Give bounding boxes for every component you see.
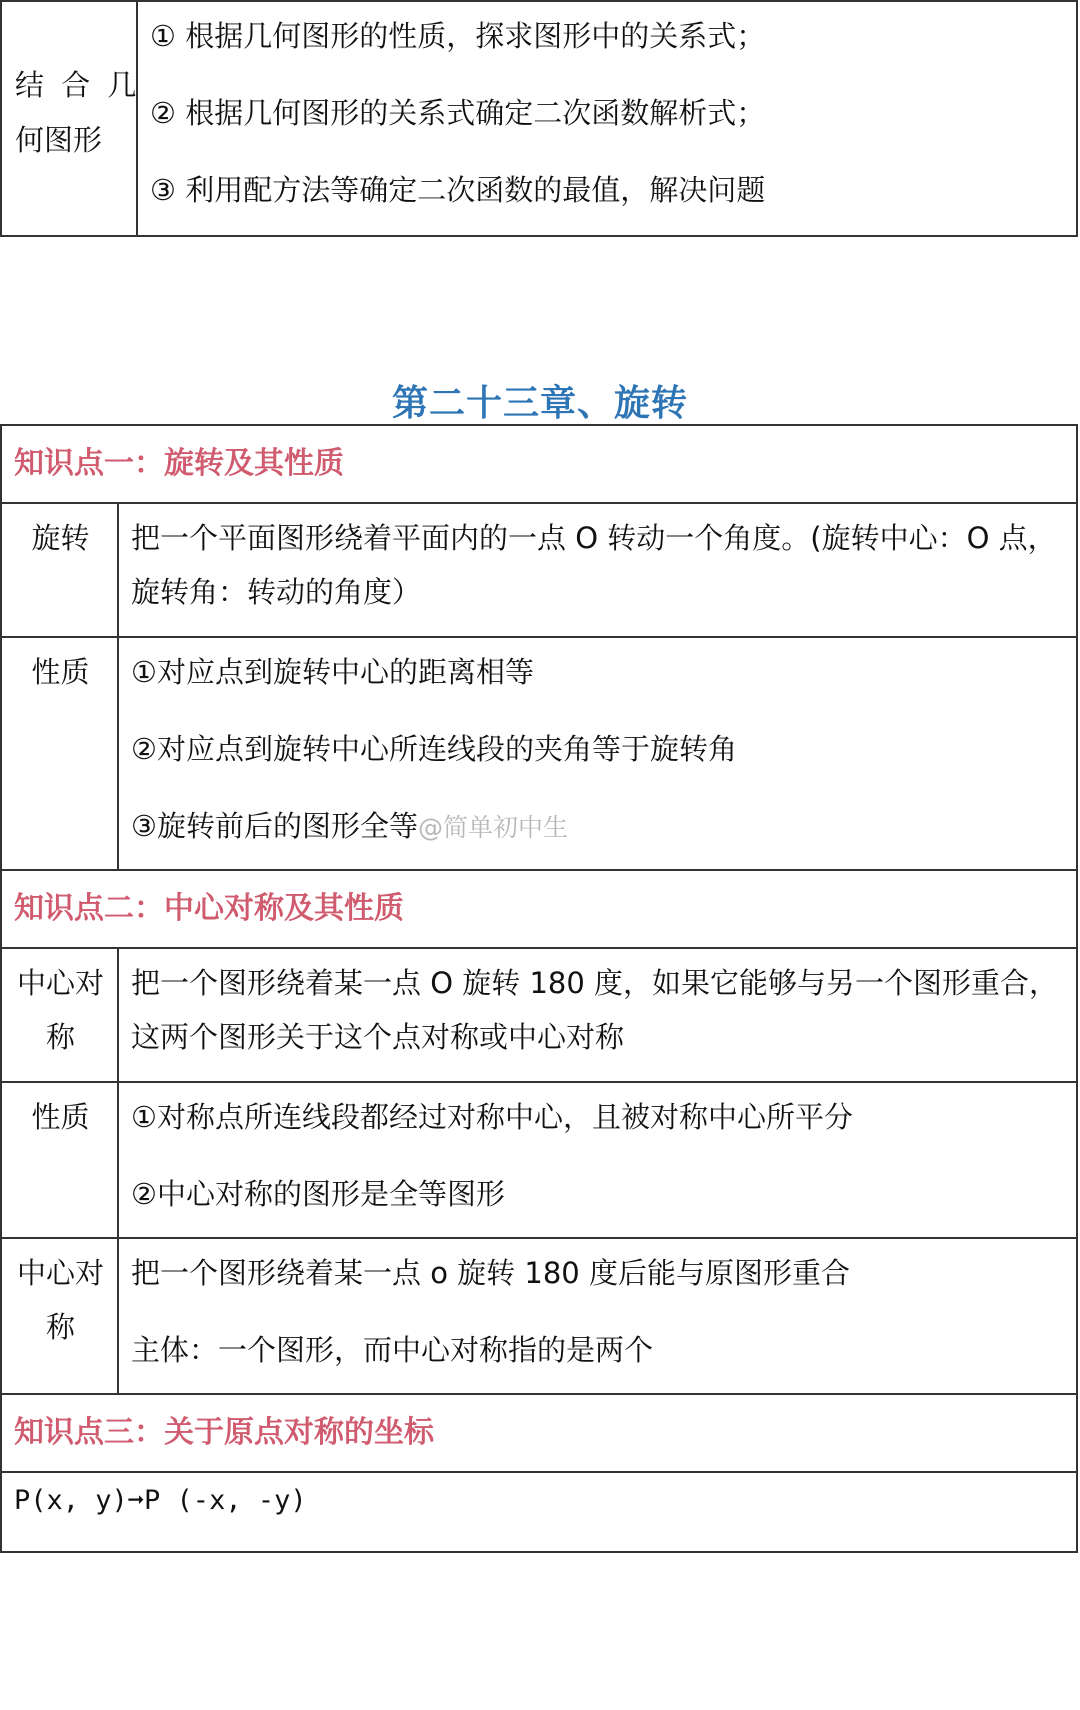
- definition-line: 把一个图形绕着某一点 O 旋转 180 度，如果它能够与另一个图形重合，: [131, 966, 1059, 1000]
- label-line: 中心对: [16, 1256, 104, 1290]
- property-label: 性质: [31, 1100, 90, 1134]
- rotation-def-cell: [118, 503, 1077, 637]
- definition-line: 这两个图形关于这个点对称或中心对称: [131, 1020, 625, 1054]
- property-item: ①对称点所连线段都经过对称中心，且被对称中心所平分: [131, 1100, 853, 1134]
- section-heading: 知识点二：中心对称及其性质: [14, 891, 404, 926]
- label-line: 称: [45, 1020, 75, 1054]
- kp3-heading-row: [1, 1394, 1077, 1472]
- property-label: 性质: [31, 655, 90, 689]
- knowledge-table: [0, 424, 1078, 1553]
- label-line: 中心对: [16, 966, 104, 1000]
- list-item: ① 根据几何图形的性质，探求图形中的关系式；: [150, 19, 766, 53]
- central-sym-def-cell: [118, 948, 1077, 1082]
- formula-row: [1, 1472, 1077, 1552]
- label-line: 称: [45, 1310, 75, 1344]
- property-item-with-watermark: [131, 804, 568, 845]
- property-label-cell: [1, 637, 118, 870]
- list-item: ③ 利用配方法等确定二次函数的最值，解决问题: [150, 173, 766, 207]
- rotation-label: 旋转: [31, 521, 90, 555]
- watermark: @简单初中生: [418, 813, 569, 842]
- definition-line: 把一个图形绕着某一点 o 旋转 180 度后能与原图形重合: [131, 1256, 850, 1290]
- kp2-heading-row: [1, 870, 1077, 948]
- label-line: 何图形: [15, 123, 103, 157]
- section-heading: 知识点三：关于原点对称的坐标: [14, 1415, 434, 1450]
- list-item: ② 根据几何图形的关系式确定二次函数解析式；: [150, 96, 766, 130]
- section-heading: 知识点一：旋转及其性质: [14, 446, 344, 481]
- property-cell: [118, 1082, 1077, 1238]
- top-table: [0, 0, 1078, 237]
- definition-line: 主体：一个图形，而中心对称指的是两个: [131, 1333, 654, 1367]
- property-label-cell: [1, 1082, 118, 1238]
- label-cell: [1, 1, 141, 236]
- kp1-heading-row: [1, 425, 1077, 503]
- definition-line: 旋转角：转动的角度）: [131, 575, 422, 609]
- label-line: 结 合 几: [15, 68, 141, 102]
- property-cell: [118, 637, 1077, 870]
- property-item: ②对应点到旋转中心所连线段的夹角等于旋转角: [131, 732, 737, 766]
- central-sym-fig-cell: [118, 1238, 1077, 1394]
- rotation-label-cell: [1, 503, 118, 637]
- property-item: ③旋转前后的图形全等: [131, 809, 418, 843]
- central-sym-fig-label-cell: [1, 1238, 118, 1394]
- chapter-title: 第二十三章、旋转: [391, 383, 688, 424]
- central-sym-label-cell: [1, 948, 118, 1082]
- content-cell: [137, 1, 1077, 236]
- property-item: ②中心对称的图形是全等图形: [131, 1177, 505, 1211]
- property-item: ①对应点到旋转中心的距离相等: [131, 655, 534, 689]
- definition-line: 把一个平面图形绕着平面内的一点 O 转动一个角度。(旋转中心：O 点，: [131, 521, 1057, 555]
- coordinate-formula: P(x, y)➞P (-x, -y): [14, 1485, 307, 1516]
